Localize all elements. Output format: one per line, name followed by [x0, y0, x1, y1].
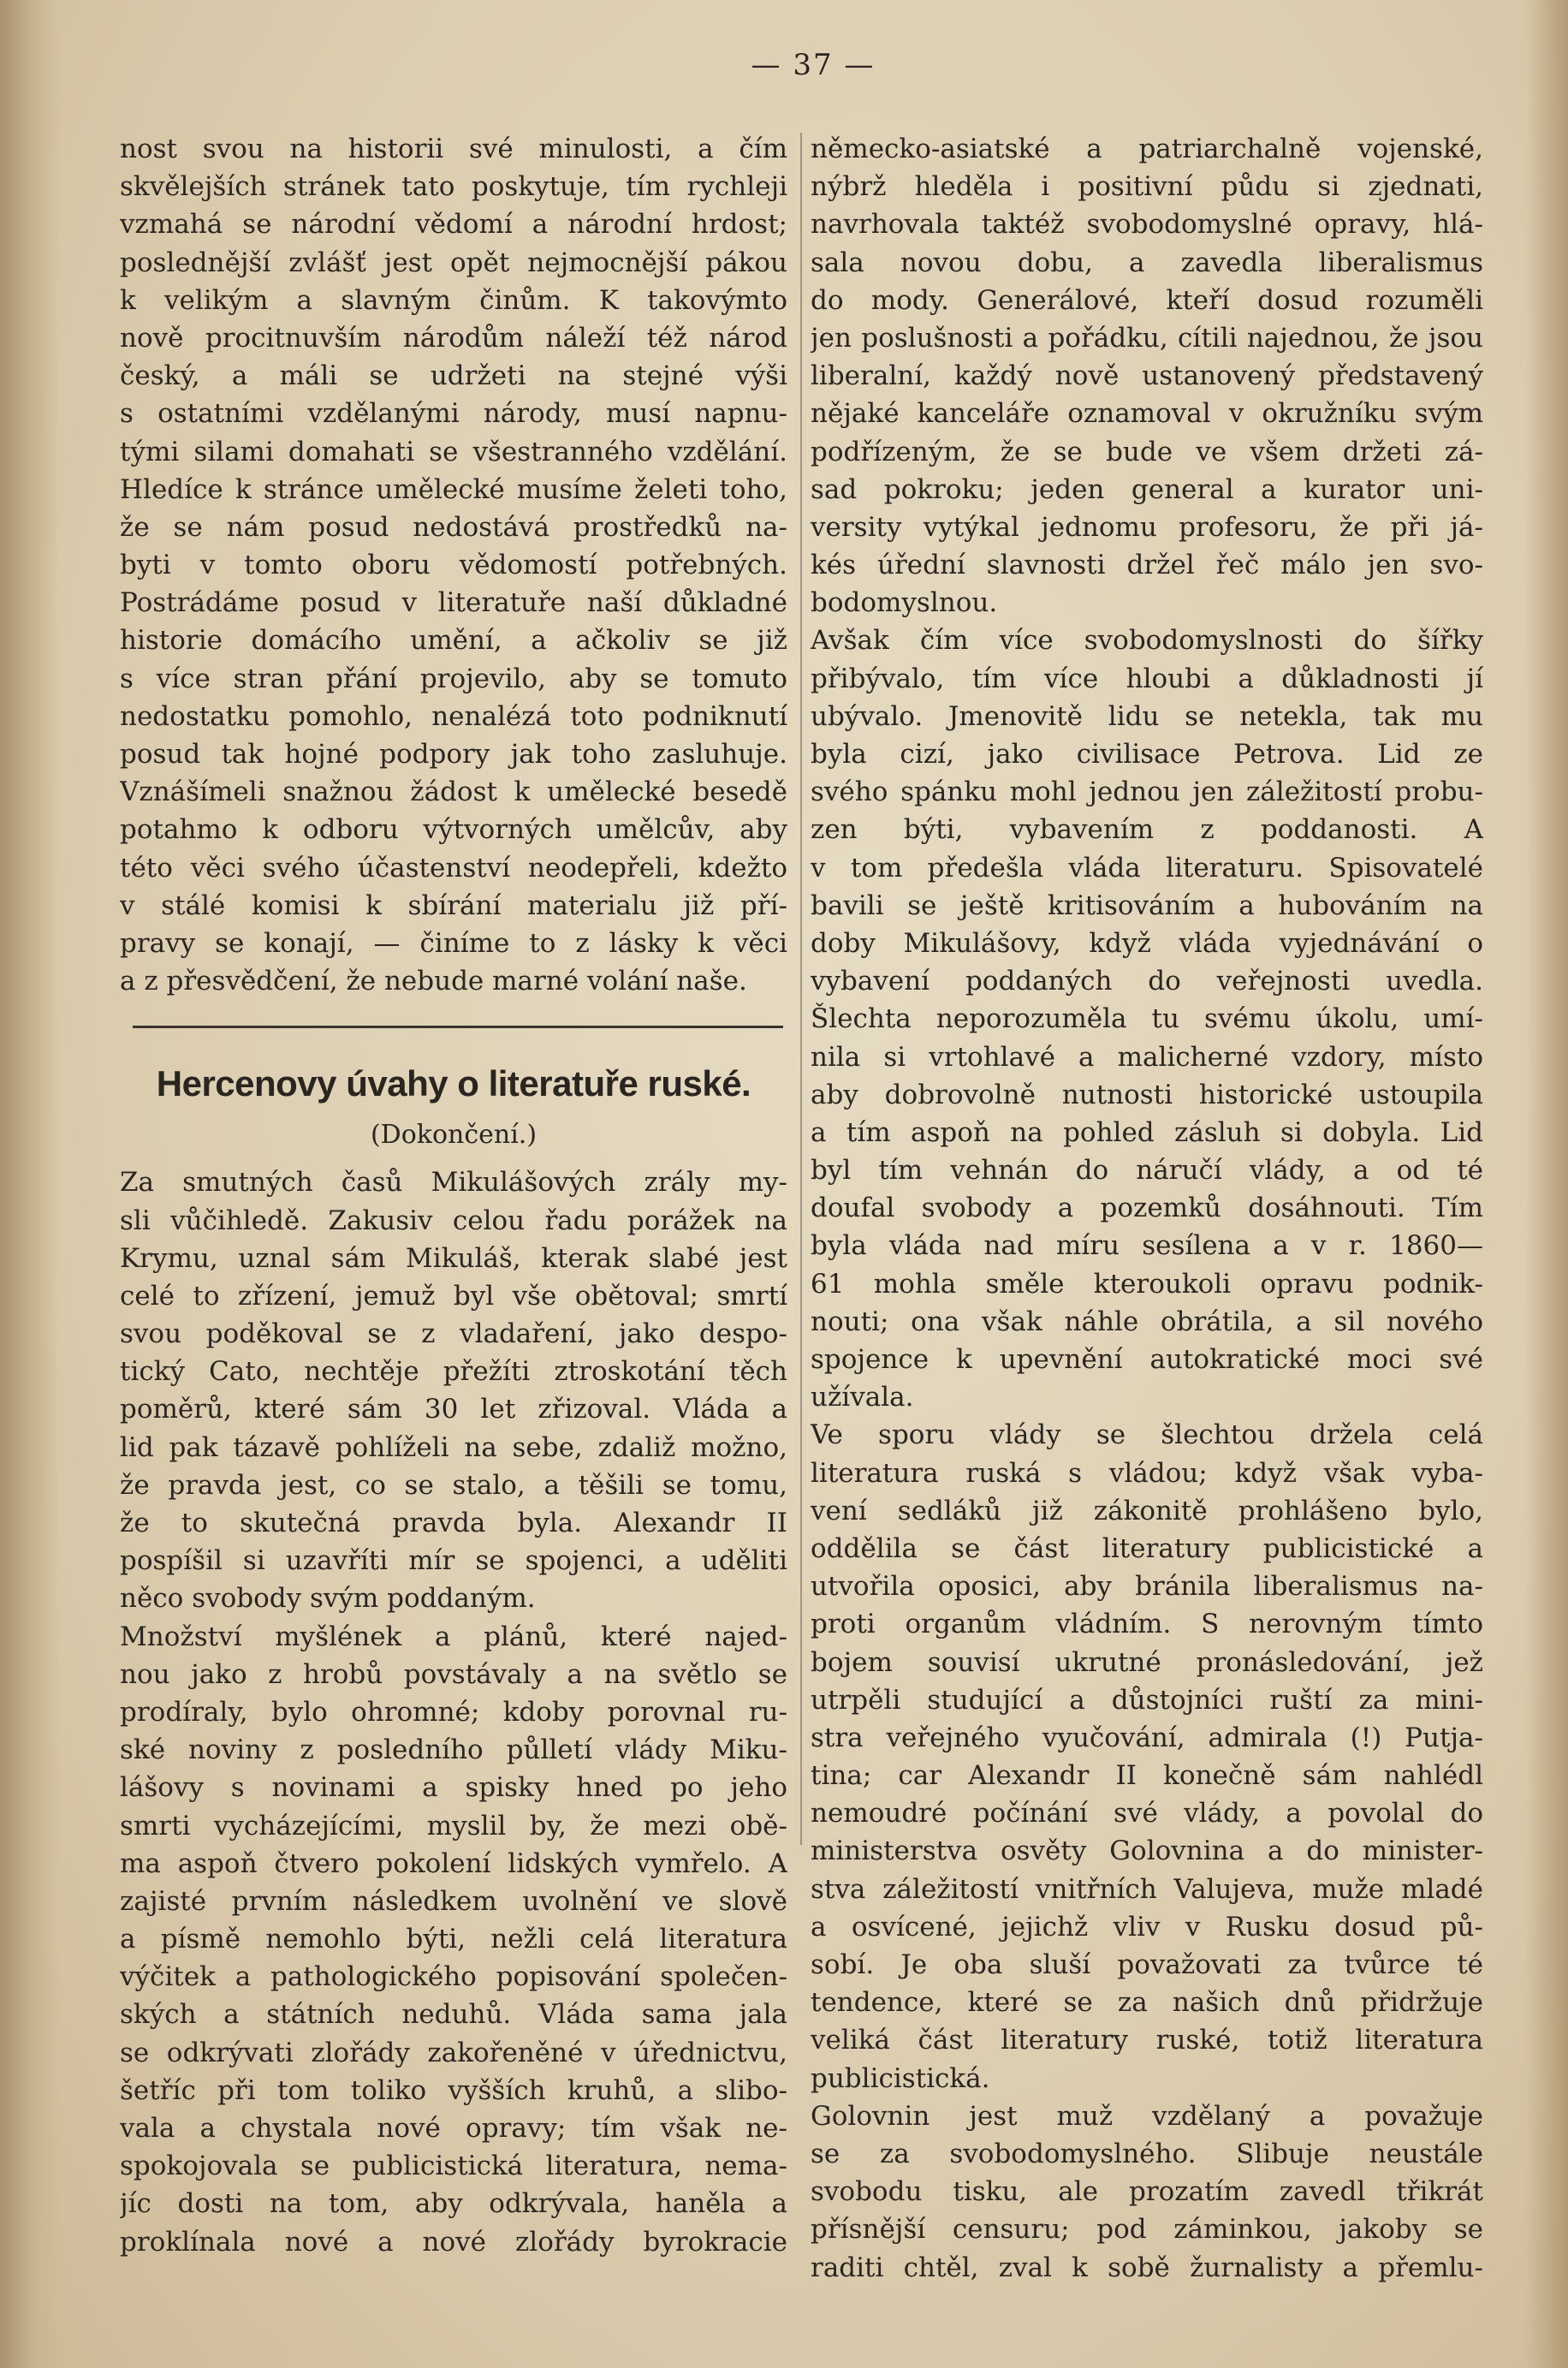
text-line: a písmě nemohlo býti, nežli celá literatura	[120, 1924, 787, 1955]
text-line: smrti vycházejícími, myslil by, že mezi obě-	[120, 1810, 787, 1841]
text-line: stra veřejného vyučování, admirala (!) Putja-	[811, 1722, 1483, 1753]
text-line: nost svou na historii své minulosti, a čím	[120, 134, 787, 164]
column-divider	[800, 133, 802, 1845]
text-line: bavili se ještě kritisováním a hubováním na	[811, 889, 1483, 921]
text-line: tický Cato, nechtěje přežíti ztroskotání těch	[120, 1356, 787, 1388]
text-line: tendence, které se za našich dnů přidržuje	[811, 1987, 1483, 2019]
text-line: něco svobody svým poddaným.	[120, 1583, 536, 1615]
section-divider-rule	[133, 1026, 783, 1028]
text-line: celé to zřízení, jemuž byl vše obětoval; smrtí	[120, 1280, 787, 1312]
text-line: nemoudré počínání své vlády, a povolal do	[811, 1798, 1483, 1830]
text-line: Avšak čím více svobodomyslnosti do šířky	[811, 625, 1483, 657]
text-line: ubývalo. Jmenovitě lidu se netekla, tak mu	[811, 700, 1483, 732]
text-line: jíc dosti na tom, aby odkrývala, haněla a	[120, 2188, 787, 2220]
text-line: sad pokroku; jeden general a kurator uni-	[811, 473, 1483, 505]
article-heading: Hercenovy úvahy o literatuře ruské.	[156, 1063, 751, 1104]
text-line: tými silami domahati se všestranného vzdělání.	[120, 436, 787, 467]
text-line: lid pak tázavě pohlíželi na sebe, zdaliž možno,	[120, 1431, 787, 1463]
text-line: Ve sporu vlády se šlechtou držela celá	[811, 1419, 1483, 1451]
text-line: nouti; ona však náhle obrátila, a sil nového	[811, 1306, 1483, 1337]
text-line: zajisté prvním následkem uvolnění ve slově	[120, 1885, 787, 1917]
text-line: bodomyslnou.	[811, 587, 998, 619]
text-line: Za smutných časů Mikulášových zrály my-	[120, 1167, 787, 1199]
text-line: pravy se konají, — činíme to z lásky k věci	[120, 927, 787, 959]
text-line: spojence k upevnění autokratické moci své	[811, 1344, 1483, 1375]
text-line: byl tím vehnán do náručí vlády, a od té	[811, 1155, 1483, 1187]
text-line: poměrů, které sám 30 let zřizoval. Vláda a	[120, 1394, 787, 1425]
text-line: poslednější zvlášť jest opět nejmocnější pákou	[120, 247, 787, 278]
text-line: k velikým a slavným činům. K takovýmto	[120, 284, 787, 316]
text-line: prodíraly, bylo ohromné; kdoby porovnal ru-	[120, 1696, 787, 1728]
text-line: přibývalo, tím více hloubi a důkladnosti jí	[811, 663, 1483, 694]
text-line: byti v tomto oboru vědomostí potřebných.	[120, 550, 787, 581]
text-line: historie domácího umění, a ačkoliv se již	[120, 625, 787, 657]
text-line: vala a chystala nové opravy; tím však ne-	[120, 2113, 787, 2144]
text-line: oddělila se část literatury publicistické a	[811, 1532, 1483, 1564]
text-line: Hledíce k stránce umělecké musíme želeti toho,	[120, 473, 787, 505]
text-line: vení sedláků již zákonitě prohlášeno bylo,	[811, 1495, 1483, 1526]
text-line: 61 mohla směle kteroukoli opravu podnik-	[811, 1268, 1483, 1300]
text-line: navrhovala taktéž svobodomyslné opravy, hlá-	[811, 209, 1483, 241]
right-column-article-body	[811, 130, 1483, 2287]
text-line: a tím aspoň na pohled zásluh si dobyla. Lid	[811, 1116, 1483, 1148]
text-line: výčitek a pathologického popisování společen-	[120, 1961, 787, 1993]
text-line: liberalní, každý nově ustanovený představený	[811, 360, 1483, 392]
text-line: lášovy s novinami a spisky hned po jeho	[120, 1772, 787, 1804]
text-line: jen poslušnosti a pořádku, cítili najednou, že jsou	[811, 322, 1483, 354]
text-line: raditi chtěl, zval k sobě žurnalisty a přemlu-	[811, 2252, 1483, 2283]
text-line: svobodu tisku, ale prozatím zavedl třikrát	[811, 2176, 1483, 2208]
page-left-edge-shadow	[0, 0, 60, 2368]
text-line: publicistická.	[811, 2062, 990, 2094]
text-line: s více stran přání projevilo, aby se tomuto	[120, 663, 787, 694]
page-right-edge-shadow	[1525, 0, 1568, 2368]
text-line: ských a státních neduhů. Vláda sama jala	[120, 1999, 787, 2031]
text-line: s ostatními vzdělanými národy, musí napnu-	[120, 398, 787, 430]
text-line: kés úřední slavnosti držel řeč málo jen svo-	[811, 550, 1483, 581]
text-line: tina; car Alexandr II konečně sám nahlédl	[811, 1760, 1483, 1792]
text-line: veliká část literatury ruské, totiž literatura	[811, 2025, 1483, 2056]
text-line: že se nám posud nedostává prostředků na-	[120, 511, 787, 543]
left-column-article-end	[120, 130, 787, 1000]
right-column	[811, 130, 1483, 2287]
text-line: šetříc při tom toliko vyšších kruhů, a slibo-	[120, 2074, 787, 2106]
text-line: Krymu, uznal sám Mikuláš, kterak slabé jest	[120, 1242, 787, 1274]
text-line: doby Mikulášovy, když vláda vyjednávání o	[811, 927, 1483, 959]
page-number: — 37 —	[751, 48, 876, 82]
text-line: Postrádáme posud v literatuře naší důkladné	[120, 587, 787, 619]
text-line: skvělejších stránek tato poskytuje, tím rychleji	[120, 171, 787, 203]
text-line: potahmo k odboru výtvorných umělcův, aby	[120, 814, 787, 846]
text-line: v stálé komisi k sbírání materialu již pří-	[120, 889, 787, 921]
text-line: sli vůčihledě. Zakusiv celou řadu porážek na	[120, 1205, 787, 1236]
text-line: posud tak hojné podpory jak toho zasluhuje.	[120, 739, 787, 770]
text-line: se za svobodomyslného. Slibuje neustále	[811, 2138, 1483, 2169]
text-line: český, a máli se udržeti na stejné výši	[120, 360, 787, 392]
text-line: Vznášímeli snažnou žádost k umělecké besedě	[120, 776, 787, 808]
text-line: utvořila oposici, aby bránila liberalismus na-	[811, 1571, 1483, 1603]
text-line: proti organům vládním. S nerovným tímto	[811, 1609, 1483, 1640]
text-line: vzmahá se národní vědomí a národní hrdost;	[120, 209, 787, 241]
text-line: v tom předešla vláda literaturu. Spisovatelé	[811, 852, 1483, 884]
text-line: že to skutečná pravda byla. Alexandr II	[120, 1508, 787, 1538]
text-line: vybavení poddaných do veřejnosti uvedla.	[811, 966, 1483, 997]
text-line: sala novou dobu, a zavedla liberalismus	[811, 247, 1483, 278]
left-column-article-body	[120, 1163, 787, 2260]
text-line: svou poděkoval se z vladaření, jako despo-	[120, 1318, 787, 1350]
text-line: nou jako z hrobů povstávaly a na světlo se	[120, 1658, 787, 1690]
text-line: ministerstva osvěty Golovnina a do minister-	[811, 1835, 1483, 1867]
text-line: proklínala nové a nové zlořády byrokracie	[120, 2226, 787, 2258]
text-line: ma aspoň čtvero pokolení lidských vymřelo. A	[120, 1847, 787, 1879]
text-line: doufal svobody a pozemků dosáhnouti. Tím	[811, 1193, 1483, 1224]
article-subheading: (Dokončení.)	[370, 1120, 538, 1151]
text-line: pospíšil si uzavříti mír se spojenci, a uděliti	[120, 1545, 787, 1577]
text-line: nedostatku pomohlo, nenalézá toto podniknutí	[120, 700, 787, 732]
text-line: že pravda jest, co se stalo, a těšili se tomu,	[120, 1469, 787, 1501]
text-line: ské noviny z posledního půlletí vlády Miku-	[120, 1734, 787, 1766]
text-line: svého spánku mohl jednou jen záležitostí probu-	[811, 776, 1483, 808]
text-line: Množství myšlének a plánů, které najed-	[120, 1621, 787, 1652]
text-line: literatura ruská s vládou; když však vyba-	[811, 1457, 1483, 1489]
text-line: Šlechta neporozuměla tu svému úkolu, umí-	[811, 1003, 1483, 1035]
text-line: nově procitnuvším národům náleží též národ	[120, 322, 787, 354]
text-line: nějaké kanceláře oznamoval v okružníku svým	[811, 398, 1483, 430]
text-line: Golovnin jest muž vzdělaný a považuje	[811, 2100, 1483, 2132]
text-line: sobí. Je oba sluší považovati za tvůrce té	[811, 1949, 1483, 1980]
text-line: bojem souvisí ukrutné pronásledování, jež	[811, 1646, 1483, 1678]
text-line: užívala.	[811, 1382, 914, 1413]
text-line: aby dobrovolně nutnosti historické ustoupila	[811, 1079, 1483, 1110]
text-line: utrpěli studující a důstojníci ruští za mini-	[811, 1684, 1483, 1716]
text-line: této věci svého účastenství neodepřeli, kdežto	[120, 852, 787, 884]
text-line: zen býti, vybavením z poddanosti. A	[811, 814, 1483, 846]
text-line: nýbrž hleděla i positivní půdu si zjednati,	[811, 171, 1483, 203]
text-line: přísnější censuru; pod záminkou, jakoby se	[811, 2214, 1483, 2246]
text-line: a osvícené, jejichž vliv v Rusku dosud pů-	[811, 1911, 1483, 1943]
text-line: nila si vrtohlavé a malicherné vzdory, místo	[811, 1041, 1483, 1073]
text-line: stva záležitostí vnitřních Valujeva, muže mladé	[811, 1873, 1483, 1905]
text-line: versity vytýkal jednomu profesoru, že při já-	[811, 511, 1483, 543]
text-line: spokojovala se publicistická literatura, nema-	[120, 2151, 787, 2182]
text-line: se odkrývati zlořády zakořeněné v úřednictvu,	[120, 2037, 787, 2068]
text-line: podřízeným, že se bude ve všem držeti zá-	[811, 436, 1483, 467]
text-line: do mody. Generálové, kteří dosud rozuměli	[811, 284, 1483, 316]
text-line: a z přesvědčení, že nebude marné volání naše.	[120, 966, 747, 997]
text-line: byla vláda nad míru sesílena a v r. 1860—	[811, 1230, 1483, 1262]
text-line: německo-asiatské a patriarchalně vojenské,	[811, 134, 1483, 164]
left-column	[120, 130, 787, 2261]
text-line: byla cizí, jako civilisace Petrova. Lid ze	[811, 739, 1483, 770]
